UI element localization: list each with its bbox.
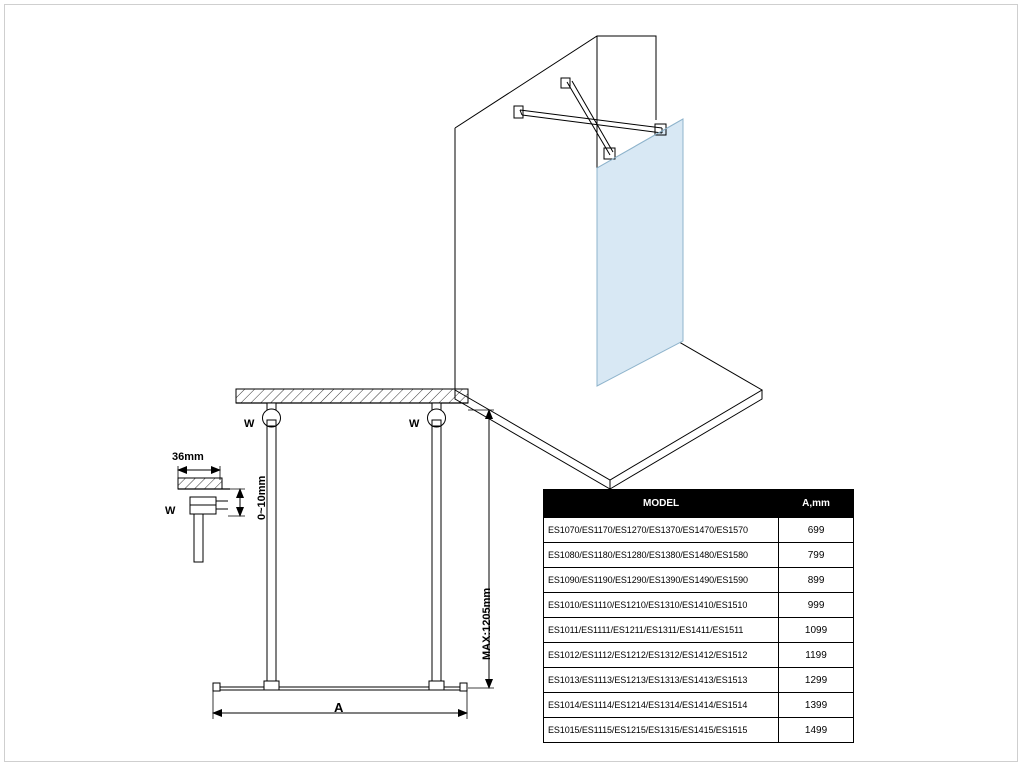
cell-model: ES1080/ES1180/ES1280/ES1380/ES1480/ES1580 bbox=[544, 543, 779, 568]
model-spec-table bbox=[543, 489, 854, 743]
cell-a: 1399 bbox=[779, 693, 854, 718]
table-row bbox=[544, 518, 854, 543]
header-model: MODEL bbox=[544, 490, 779, 518]
cell-model: ES1012/ES1112/ES1212/ES1312/ES1412/ES1512 bbox=[544, 643, 779, 668]
cell-model: ES1013/ES1113/ES1213/ES1313/ES1413/ES1513 bbox=[544, 668, 779, 693]
table-row bbox=[544, 618, 854, 643]
table-row bbox=[544, 668, 854, 693]
label-max-height: MAX:1205mm bbox=[481, 587, 493, 660]
cell-model: ES1014/ES1114/ES1214/ES1314/ES1414/ES1514 bbox=[544, 693, 779, 718]
label-bracket-w-detail: W bbox=[165, 505, 176, 517]
cell-model: ES1011/ES1111/ES1211/ES1311/ES1411/ES1511 bbox=[544, 618, 779, 643]
table-row bbox=[544, 543, 854, 568]
cell-a: 999 bbox=[779, 593, 854, 618]
table-row bbox=[544, 718, 854, 743]
cell-a: 1199 bbox=[779, 643, 854, 668]
table-row bbox=[544, 693, 854, 718]
cell-a: 899 bbox=[779, 568, 854, 593]
label-width-36mm: 36mm bbox=[172, 451, 204, 463]
cell-a: 1099 bbox=[779, 618, 854, 643]
cell-model: ES1070/ES1170/ES1270/ES1370/ES1470/ES1570 bbox=[544, 518, 779, 543]
cell-a: 699 bbox=[779, 518, 854, 543]
table-row bbox=[544, 643, 854, 668]
table-header-row bbox=[544, 490, 854, 518]
bracket-detail-view bbox=[178, 466, 245, 562]
cell-a: 1499 bbox=[779, 718, 854, 743]
cell-a: 1299 bbox=[779, 668, 854, 693]
header-a: A,mm bbox=[779, 490, 854, 518]
label-gap-range: 0~10mm bbox=[256, 475, 268, 520]
label-bracket-w-left: W bbox=[244, 418, 255, 430]
front-elevation bbox=[213, 389, 494, 719]
cell-a: 799 bbox=[779, 543, 854, 568]
isometric-view bbox=[455, 36, 762, 489]
table-row bbox=[544, 568, 854, 593]
cell-model: ES1015/ES1115/ES1215/ES1315/ES1415/ES1515 bbox=[544, 718, 779, 743]
table-row bbox=[544, 593, 854, 618]
label-dim-a: A bbox=[334, 700, 344, 715]
cell-model: ES1090/ES1190/ES1290/ES1390/ES1490/ES1590 bbox=[544, 568, 779, 593]
label-bracket-w-right: W bbox=[409, 418, 420, 430]
cell-model: ES1010/ES1110/ES1210/ES1310/ES1410/ES1510 bbox=[544, 593, 779, 618]
